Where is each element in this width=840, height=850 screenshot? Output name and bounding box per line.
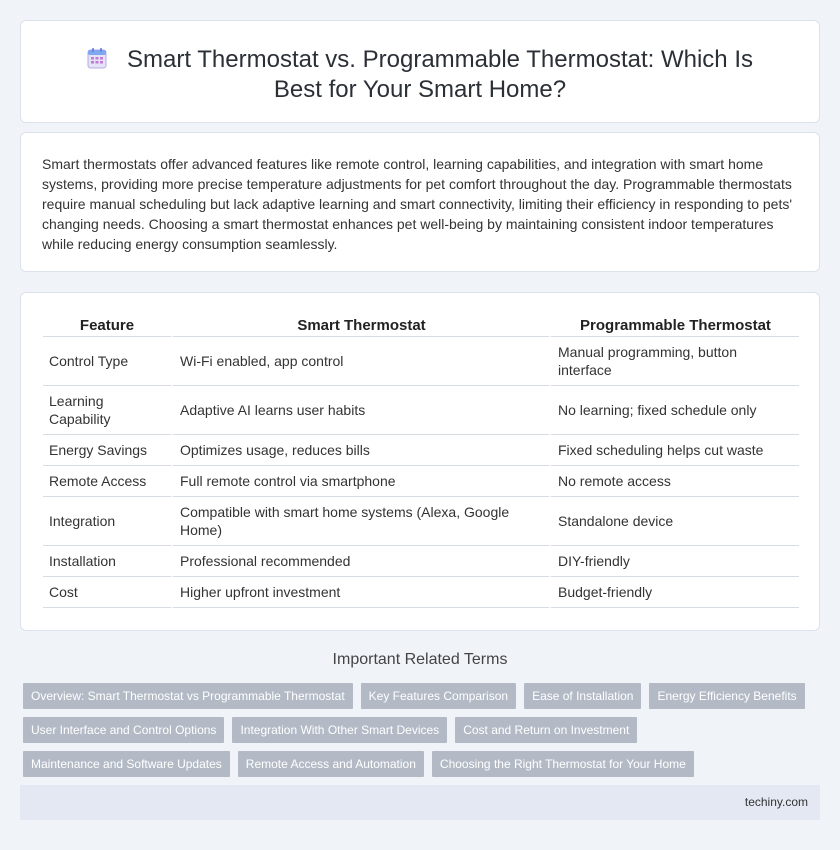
- summary-card: [20, 132, 820, 272]
- header-smart-thermostat: Smart Thermostat: [171, 313, 549, 337]
- feature-cell: Energy Savings: [43, 435, 171, 466]
- smart-cell: Full remote control via smartphone: [171, 466, 549, 497]
- footer-site-link[interactable]: techiny.com: [744, 795, 808, 809]
- programmable-cell: Fixed scheduling helps cut waste: [549, 435, 799, 466]
- related-term-tag[interactable]: Integration With Other Smart Devices: [232, 717, 447, 743]
- smart-cell: Adaptive AI learns user habits: [171, 386, 549, 435]
- footer: [20, 785, 820, 820]
- comparison-table-card: [20, 292, 820, 631]
- smart-cell: Compatible with smart home systems (Alexa, Google Home): [171, 497, 549, 546]
- smart-cell: Higher upfront investment: [171, 577, 549, 608]
- table-row: [43, 435, 799, 466]
- related-term-tag[interactable]: Key Features Comparison: [361, 683, 516, 709]
- related-term-tag[interactable]: Energy Efficiency Benefits: [649, 683, 804, 709]
- related-term-tag[interactable]: Overview: Smart Thermostat vs Programmable Thermostat: [23, 683, 353, 709]
- table-row: [43, 337, 799, 386]
- feature-cell: Remote Access: [43, 466, 171, 497]
- title-card: [20, 20, 820, 123]
- related-term-tag[interactable]: Ease of Installation: [524, 683, 641, 709]
- programmable-cell: Budget-friendly: [549, 577, 799, 608]
- feature-cell: Integration: [43, 497, 171, 546]
- related-term-tag[interactable]: Cost and Return on Investment: [455, 717, 637, 743]
- programmable-cell: Standalone device: [549, 497, 799, 546]
- related-term-tag[interactable]: Remote Access and Automation: [238, 751, 424, 777]
- page-title: Smart Thermostat vs. Programmable Thermostat: Which Is Best for Your Smart Home?: [61, 45, 779, 105]
- feature-cell: Control Type: [43, 337, 171, 386]
- programmable-cell: Manual programming, button interface: [549, 337, 799, 386]
- programmable-cell: DIY-friendly: [549, 546, 799, 577]
- programmable-cell: No remote access: [549, 466, 799, 497]
- comparison-table: [43, 313, 799, 608]
- related-term-tag[interactable]: User Interface and Control Options: [23, 717, 224, 743]
- header-programmable-thermostat: Programmable Thermostat: [549, 313, 799, 337]
- table-row: [43, 577, 799, 608]
- feature-cell: Learning Capability: [43, 386, 171, 435]
- feature-cell: Cost: [43, 577, 171, 608]
- table-header-row: [43, 313, 799, 337]
- smart-cell: Wi-Fi enabled, app control: [171, 337, 549, 386]
- header-feature: Feature: [43, 313, 171, 337]
- feature-cell: Installation: [43, 546, 171, 577]
- programmable-cell: No learning; fixed schedule only: [549, 386, 799, 435]
- related-term-tag[interactable]: Maintenance and Software Updates: [23, 751, 230, 777]
- related-terms-heading: Important Related Terms: [332, 651, 508, 668]
- smart-cell: Professional recommended: [171, 546, 549, 577]
- related-terms-list: [23, 683, 813, 777]
- table-row: [43, 386, 799, 435]
- summary-text: Smart thermostats offer advanced features like remote control, learning capabilities, and integration with smart home systems, providing more precise temperature adjustments for pet comfort throughout the day. Programmable thermostats require manual scheduling but lack adaptive learning and smart connectivity, limiting their efficiency in responding to pets' changing needs. Choosing a smart thermostat enhances pet well-being by maintaining consistent indoor temperatures while reducing energy consumption seamlessly.: [42, 156, 793, 252]
- table-row: [43, 497, 799, 546]
- smart-cell: Optimizes usage, reduces bills: [171, 435, 549, 466]
- table-row: [43, 466, 799, 497]
- calendar-icon: [87, 47, 107, 69]
- table-row: [43, 546, 799, 577]
- related-term-tag[interactable]: Choosing the Right Thermostat for Your Home: [432, 751, 694, 777]
